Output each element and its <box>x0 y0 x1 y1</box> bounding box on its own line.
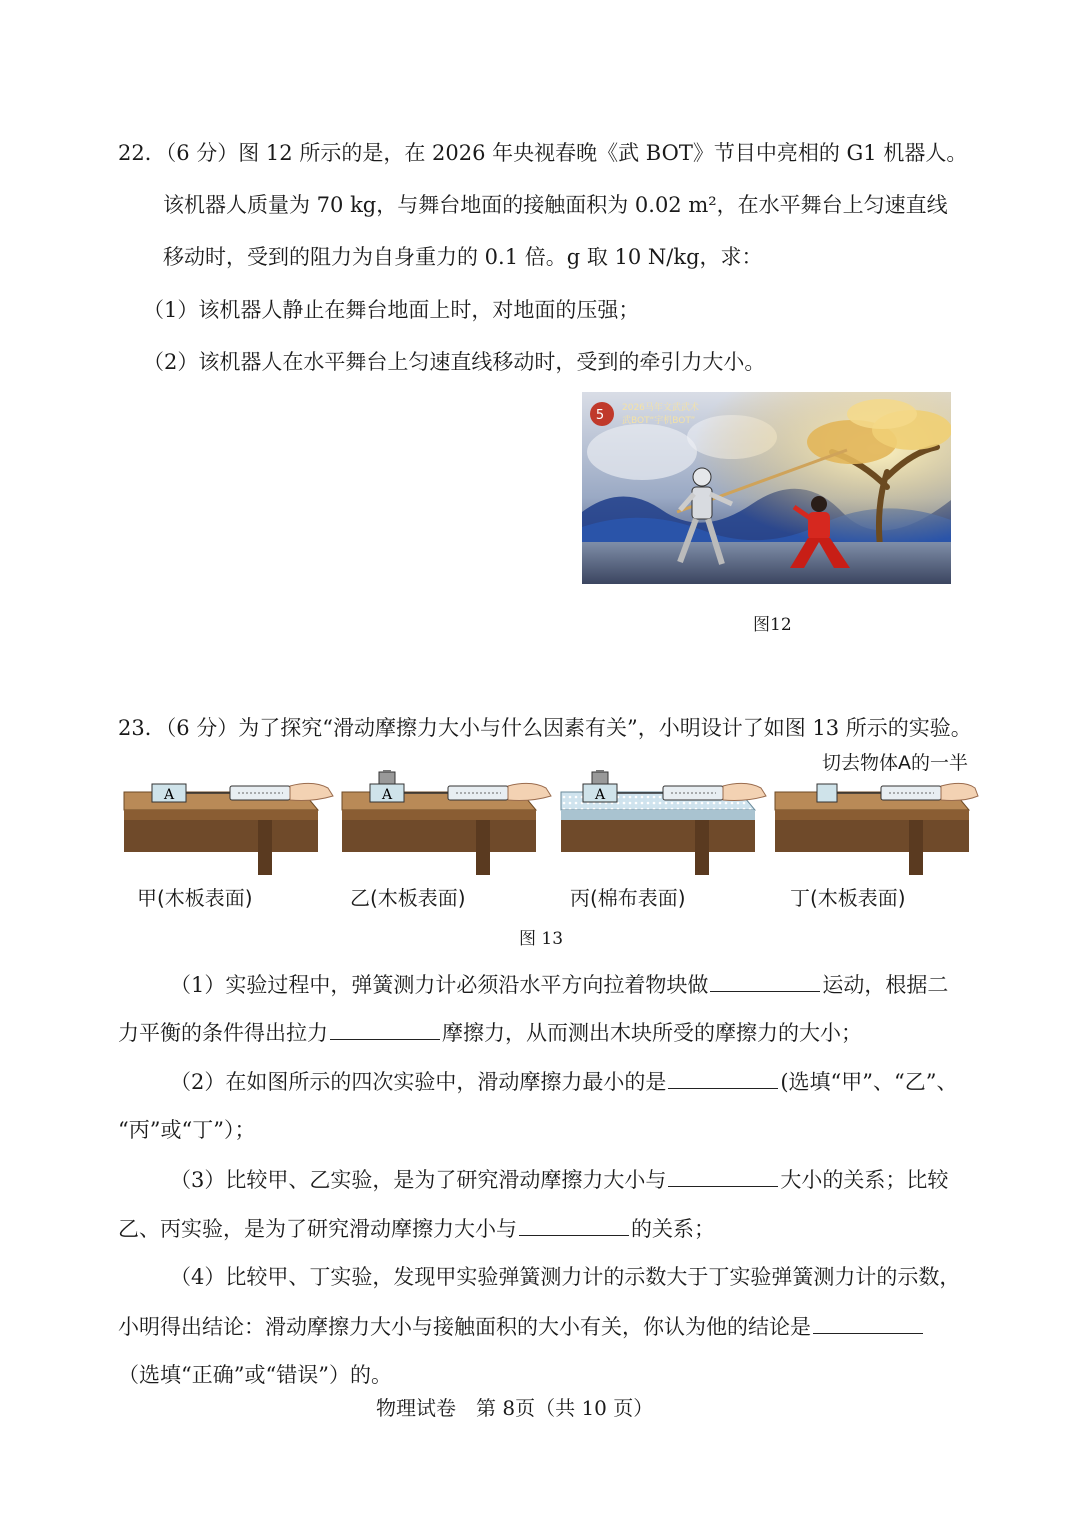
page-footer: 物理试卷 第 8页（共 10 页） <box>376 1396 654 1420</box>
q23-part-3-line-2 <box>118 1213 715 1244</box>
svg-text:5: 5 <box>595 408 605 423</box>
answer-blank-6[interactable] <box>813 1311 923 1334</box>
block-label: A <box>381 787 393 803</box>
scene-bing <box>561 770 766 875</box>
answer-blank-1[interactable] <box>710 969 820 992</box>
q22-line-2: 该机器人质量为 70 kg，与舞台地面的接触面积为 0.02 m²，在水平舞台上匀速直线 <box>163 193 948 217</box>
weight <box>379 772 395 784</box>
half-block <box>817 784 837 802</box>
q22-sub-question-2: （2）该机器人在水平舞台上匀速直线移动时，受到的牵引力大小。 <box>143 350 766 374</box>
q22-line-1: 22．（6 分）图 12 所示的是，在 2026 年央视春晚《武 BOT》节目中亮相的 G1 机器人。 <box>118 141 968 165</box>
cut-half-note: 切去物体A的一半 <box>822 752 968 774</box>
scene-label-ding: 丁(木板表面) <box>790 886 906 910</box>
weight <box>592 772 608 784</box>
answer-blank-5[interactable] <box>519 1213 629 1236</box>
q23-part-1-text-a: （1）实验过程中，弹簧测力计必须沿水平方向拉着物块做 <box>170 973 709 997</box>
scene-label-jia: 甲(木板表面) <box>137 886 253 910</box>
q23-part-3-text-a: （3）比较甲、乙实验，是为了研究滑动摩擦力大小与 <box>170 1168 667 1192</box>
answer-blank-3[interactable] <box>668 1066 778 1089</box>
q23-part-2-line-2: “丙”或“丁”）； <box>118 1118 256 1142</box>
q23-part-1-text-c: 力平衡的条件得出拉力 <box>118 1021 328 1045</box>
answer-blank-4[interactable] <box>668 1164 778 1187</box>
q23-part-4-text-b: 小明得出结论：滑动摩擦力大小与接触面积的大小有关，你认为他的结论是 <box>118 1315 811 1339</box>
q23-part-3-text-c: 乙、丙实验，是为了研究滑动摩擦力大小与 <box>118 1217 517 1241</box>
figure-13-caption: 图 13 <box>519 929 564 949</box>
q23-part-3-text-b: 大小的关系；比较 <box>780 1168 949 1192</box>
answer-blank-2[interactable] <box>330 1017 440 1040</box>
q22-sub-question-1: （1）该机器人静止在舞台地面上时，对地面的压强； <box>143 298 640 322</box>
q22-line-3: 移动时，受到的阻力为自身重力的 0.1 倍。g 取 10 N/kg，求： <box>163 245 763 269</box>
photo-logo-line-2: 武BOT“宇机BOT” <box>622 416 696 426</box>
q23-part-1-text-d: 摩擦力，从而测出木块所受的摩擦力的大小； <box>442 1021 862 1045</box>
block-label: A <box>594 787 606 803</box>
q23-part-1-line-2 <box>118 1017 862 1048</box>
robot-photo <box>582 392 951 584</box>
q23-part-1-line-1 <box>170 969 948 1000</box>
q23-part-4-line-3: （选填“正确”或“错误”）的。 <box>118 1363 392 1387</box>
q23-part-2-line-1 <box>170 1066 958 1097</box>
photo-logo-line-1: 2026马年文武武术 <box>622 403 699 413</box>
hand <box>941 783 978 800</box>
q23-line-1: 23．（6 分）为了探究“滑动摩擦力大小与什么因素有关”，小明设计了如图 13 所示的实验。 <box>118 716 972 740</box>
q23-part-3-line-1 <box>170 1164 948 1195</box>
hand <box>508 783 551 800</box>
scene-label-bing: 丙(棉布表面) <box>570 886 686 910</box>
scene-ding <box>775 783 978 875</box>
scene-label-yi: 乙(木板表面) <box>350 886 466 910</box>
q23-part-4-line-1: （4）比较甲、丁实验，发现甲实验弹簧测力计的示数大于丁实验弹簧测力计的示数， <box>170 1265 961 1289</box>
hand <box>290 783 333 800</box>
figure-12-caption: 图12 <box>753 615 792 635</box>
q23-part-2-text-b: (选填“甲”、“乙”、 <box>780 1070 958 1094</box>
robot-photo-illustration <box>582 392 951 584</box>
hand <box>723 783 766 800</box>
q23-part-1-text-b: 运动，根据二 <box>822 973 949 997</box>
scene-yi <box>342 770 551 875</box>
scene-jia <box>124 783 333 875</box>
q23-part-2-text-a: （2）在如图所示的四次实验中，滑动摩擦力最小的是 <box>170 1070 667 1094</box>
q23-part-3-text-d: 的关系； <box>631 1217 715 1241</box>
block-label: A <box>163 787 175 803</box>
q23-part-4-line-2 <box>118 1311 925 1342</box>
figure-13-apparatus <box>118 770 998 880</box>
